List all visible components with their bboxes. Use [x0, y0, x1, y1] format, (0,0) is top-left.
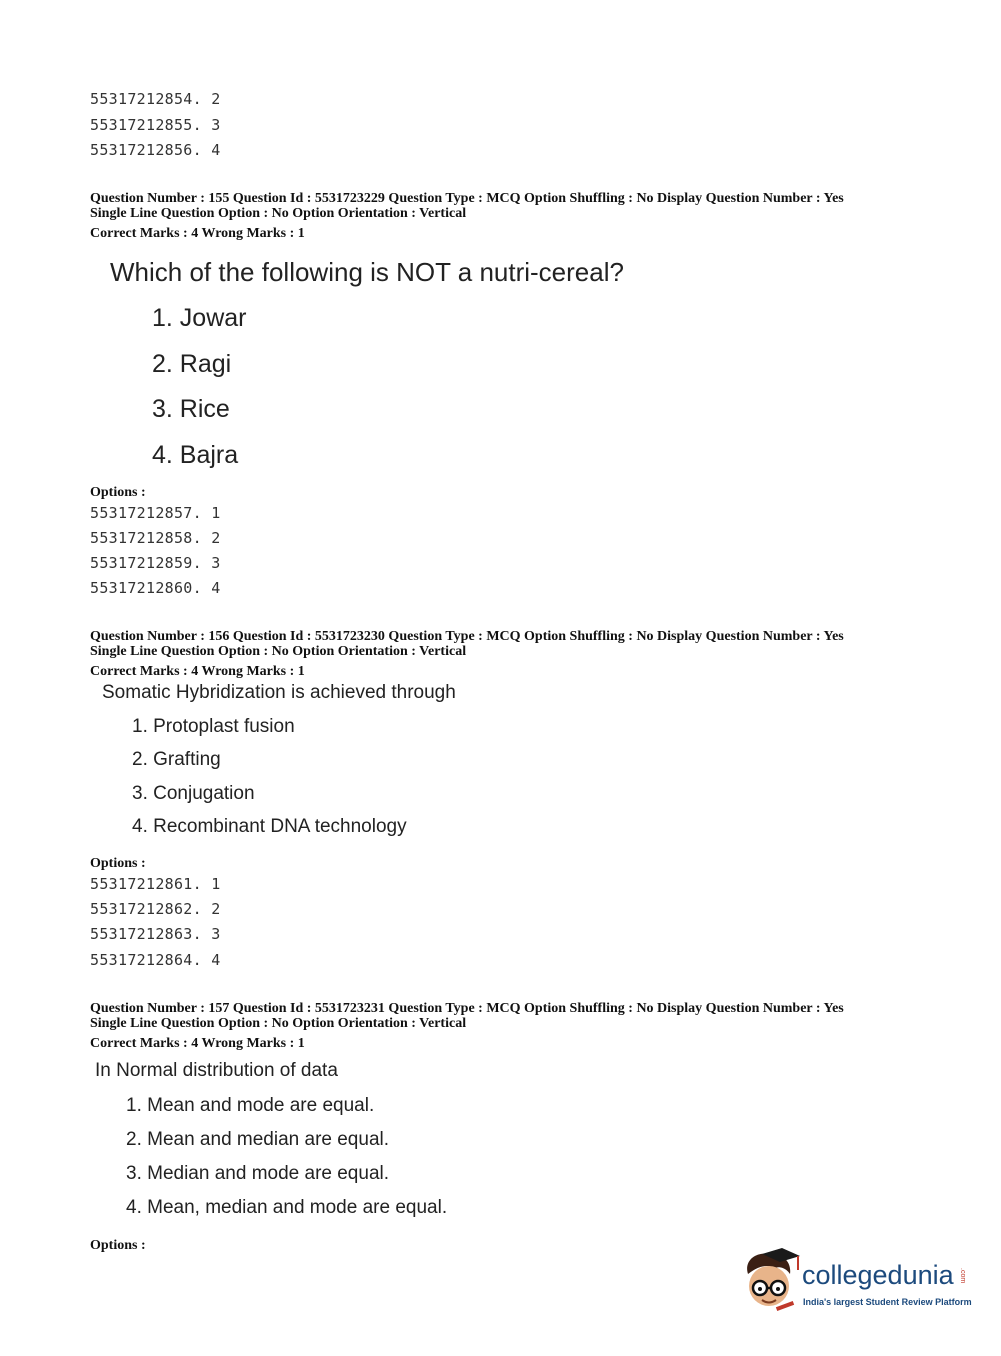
- option-id-line: 55317212855. 3: [90, 116, 221, 134]
- answer-choice: 1. Jowar: [152, 304, 247, 332]
- option-id-line: 55317212858. 2: [90, 529, 221, 547]
- logo-suffix: .com: [959, 1268, 966, 1284]
- options-label: Options :: [90, 856, 146, 871]
- logo-tagline: India's largest Student Review Platform: [803, 1297, 972, 1307]
- option-id-line: 55317212860. 4: [90, 579, 221, 597]
- collegedunia-logo: [740, 1248, 970, 1320]
- logo-wordmark: collegedunia: [802, 1260, 954, 1290]
- question-meta-line1: Question Number : 155 Question Id : 5531723229 Question Type : MCQ Option Shuffling : No Display Question Number : Yes: [90, 191, 844, 206]
- question-marks: Correct Marks : 4 Wrong Marks : 1: [90, 226, 305, 241]
- option-id-line: 55317212857. 1: [90, 504, 221, 522]
- question-stem: Somatic Hybridization is achieved through: [102, 682, 456, 703]
- answer-choice: 3. Conjugation: [132, 783, 255, 804]
- question-meta-line1: Question Number : 156 Question Id : 5531723230 Question Type : MCQ Option Shuffling : No Display Question Number : Yes: [90, 629, 844, 644]
- question-stem: Which of the following is NOT a nutri-cereal?: [110, 257, 624, 287]
- answer-choice: 4. Mean, median and mode are equal.: [126, 1197, 448, 1218]
- option-id-line: 55317212863. 3: [90, 925, 221, 943]
- option-id-line: 55317212861. 1: [90, 875, 221, 893]
- options-label: Options :: [90, 1238, 146, 1253]
- option-id-line: 55317212859. 3: [90, 554, 221, 572]
- answer-choice: 2. Ragi: [152, 350, 232, 378]
- option-id-line: 55317212864. 4: [90, 951, 221, 969]
- question-meta-line2: Single Line Question Option : No Option Orientation : Vertical: [90, 644, 467, 659]
- answer-choice: 2. Mean and median are equal.: [126, 1129, 390, 1150]
- question-marks: Correct Marks : 4 Wrong Marks : 1: [90, 1036, 305, 1051]
- answer-choice: 1. Mean and mode are equal.: [126, 1095, 375, 1116]
- answer-choice: 4. Bajra: [152, 441, 239, 469]
- answer-choice: 1. Protoplast fusion: [132, 716, 295, 737]
- question-meta-line2: Single Line Question Option : No Option Orientation : Vertical: [90, 206, 467, 221]
- answer-choice: 3. Rice: [152, 395, 230, 423]
- option-id-line: 55317212856. 4: [90, 141, 221, 159]
- question-marks: Correct Marks : 4 Wrong Marks : 1: [90, 664, 305, 679]
- question-meta-line1: Question Number : 157 Question Id : 5531723231 Question Type : MCQ Option Shuffling : No Display Question Number : Yes: [90, 1001, 844, 1016]
- student-mascot-icon: [740, 1248, 800, 1314]
- options-label: Options :: [90, 485, 146, 500]
- answer-choice: 3. Median and mode are equal.: [126, 1163, 390, 1184]
- question-meta-line2: Single Line Question Option : No Option Orientation : Vertical: [90, 1016, 467, 1031]
- question-stem: In Normal distribution of data: [95, 1060, 338, 1081]
- option-id-line: 55317212854. 2: [90, 90, 221, 108]
- option-id-line: 55317212862. 2: [90, 900, 221, 918]
- answer-choice: 2. Grafting: [132, 749, 221, 770]
- answer-choice: 4. Recombinant DNA technology: [132, 816, 407, 837]
